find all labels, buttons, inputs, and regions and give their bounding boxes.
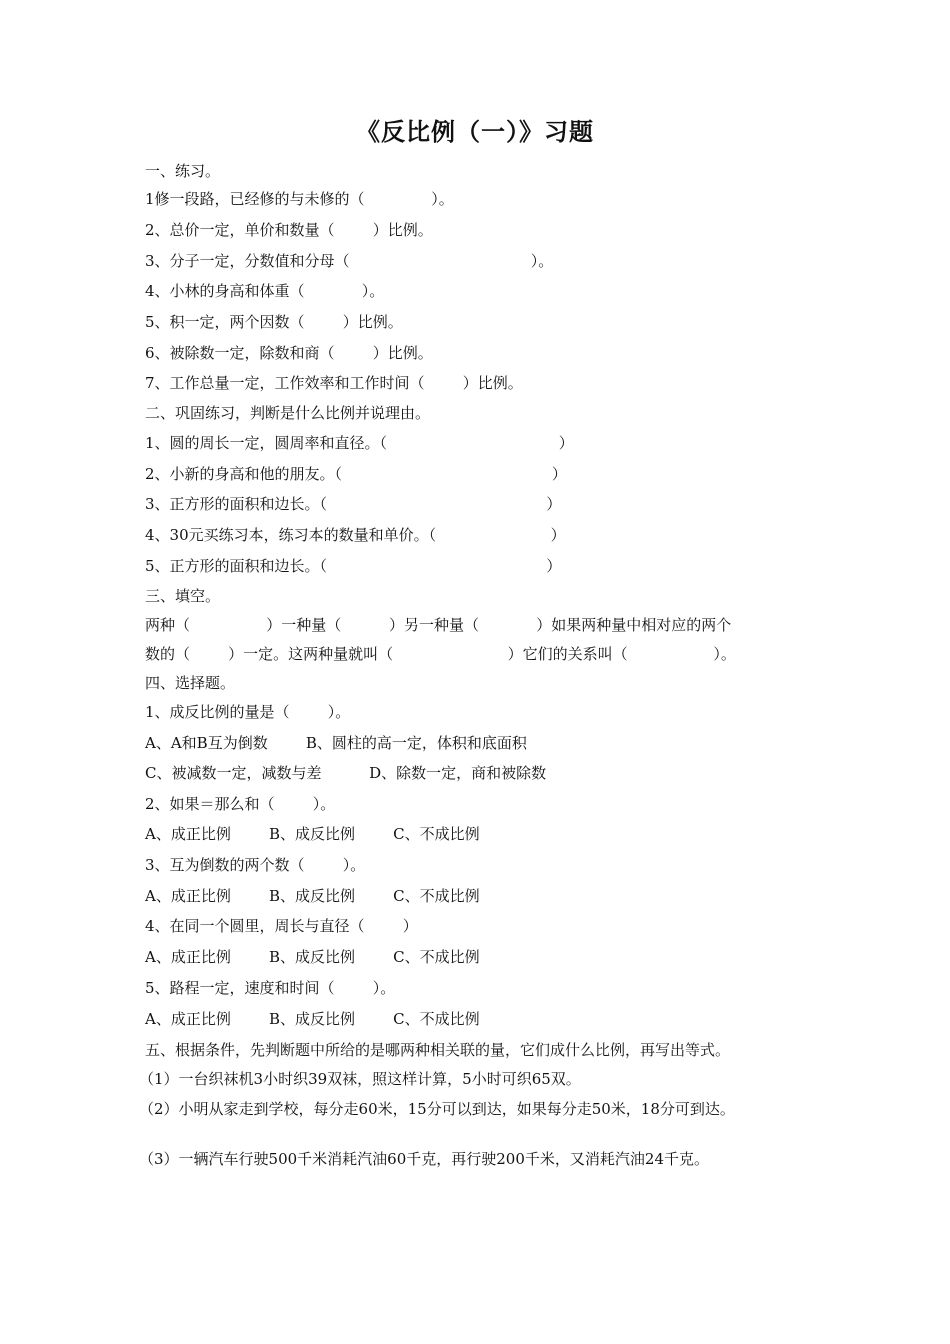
section-4-heading: 四、选择题。 [145, 674, 236, 692]
section-3-heading: 三、填空。 [145, 587, 221, 605]
choice-q1-options-cd: C、被减数一定，减数与差 D、除数一定，商和被除数 [145, 764, 547, 782]
section-1-heading: 一、练习。 [145, 162, 221, 180]
choice-q2: 2、如果＝那么和（ ）。 [145, 795, 336, 813]
choice-q2-options: A、成正比例 B、成反比例 C、不成比例 [145, 825, 480, 843]
problem-5-3: （3）一辆汽车行驶500千米消耗汽油60千克，再行驶200千米，又消耗汽油24千克。 [139, 1150, 709, 1168]
choice-q5: 5、路程一定，速度和时间（ ）。 [145, 979, 396, 997]
question-1-6: 6、被除数一定，除数和商（ ）比例。 [145, 344, 433, 362]
question-1-2: 2、总价一定，单价和数量（ ）比例。 [145, 221, 433, 239]
question-1-5: 5、积一定，两个因数（ ）比例。 [145, 313, 403, 331]
choice-q1-options-ab: A、A和B互为倒数 B、圆柱的高一定，体积和底面积 [145, 734, 527, 752]
question-1-4: 4、小林的身高和体重（ ）。 [145, 282, 385, 300]
choice-q4-options: A、成正比例 B、成反比例 C、不成比例 [145, 948, 480, 966]
question-1-1: 1修一段路，已经修的与未修的（ ）。 [145, 190, 454, 208]
problem-5-2: （2）小明从家走到学校，每分走60米，15分可以到达，如果每分走50米，18分可到达。 [139, 1100, 735, 1118]
choice-q4: 4、在同一个圆里，周长与直径（ ） [145, 917, 418, 935]
section-2-heading: 二、巩固练习，判断是什么比例并说理由。 [145, 404, 431, 422]
question-2-2: 2、小新的身高和他的朋友。（ ） [145, 465, 567, 483]
choice-q3-options: A、成正比例 B、成反比例 C、不成比例 [145, 887, 480, 905]
problem-5-1: （1）一台织袜机3小时织39双袜，照这样计算，5小时可织65双。 [139, 1070, 581, 1088]
question-2-5: 5、正方形的面积和边长。（ ） [145, 557, 562, 575]
fill-blank-line-1: 两种（ ）一种量（ ）另一种量（ ）如果两种量中相对应的两个 [145, 616, 732, 634]
fill-blank-line-2: 数的（ ）一定。这两种量就叫（ ）它们的关系叫（ ）。 [145, 645, 736, 663]
question-1-7: 7、工作总量一定，工作效率和工作时间（ ）比例。 [145, 374, 523, 392]
section-5-heading: 五、根据条件，先判断题中所给的是哪两种相关联的量，它们成什么比例，再写出等式。 [145, 1041, 731, 1059]
question-2-1: 1、圆的周长一定，圆周率和直径。（ ） [145, 434, 574, 452]
choice-q1: 1、成反比例的量是（ ）。 [145, 703, 351, 721]
page-title: 《反比例（一）》习题 [356, 117, 594, 146]
choice-q5-options: A、成正比例 B、成反比例 C、不成比例 [145, 1010, 480, 1028]
question-2-3: 3、正方形的面积和边长。（ ） [145, 495, 562, 513]
choice-q3: 3、互为倒数的两个数（ ）。 [145, 856, 366, 874]
question-2-4: 4、30元买练习本，练习本的数量和单价。（ ） [145, 526, 566, 544]
question-1-3: 3、分子一定，分数值和分母（ ）。 [145, 252, 554, 270]
